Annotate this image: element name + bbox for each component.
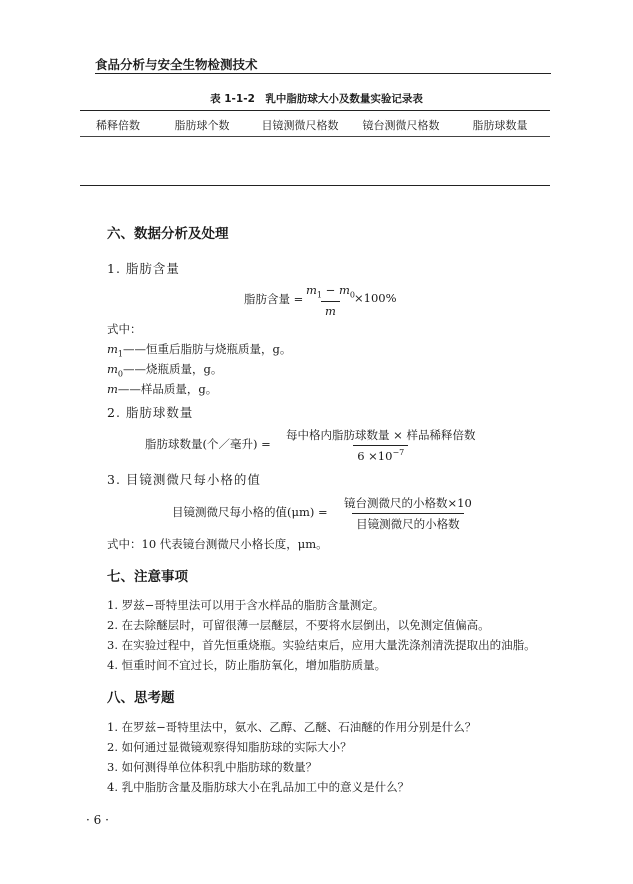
running-header: 食品分析与安全生物检测技术 xyxy=(95,57,258,72)
definition-m1: $m_1——$恒重后脂肪与烧瓶质量，g。 xyxy=(107,342,292,359)
note-item: 4. 恒重时间不宜过长，防止脂肪氧化，增加脂肪质量。 xyxy=(107,658,387,672)
table-header-ocular-divisions: 目镜测微尺格数 xyxy=(261,119,339,132)
definition-m0: $m_0——$烧瓶质量，g。 xyxy=(107,362,223,379)
ocular-value-heading: 3. 目镜测微尺每小格的值 xyxy=(107,472,261,487)
fat-formula-numerator: $m_1 - m_0$ xyxy=(306,283,355,300)
count-formula-lhs: 脂肪球数量(个／毫升) = xyxy=(145,437,271,451)
fat-formula-lhs: 脂肪含量 = xyxy=(244,292,304,306)
table-bottom-rule xyxy=(80,185,550,186)
question-item: 2. 如何通过显微镜观察得知脂肪球的实际大小？ xyxy=(107,740,352,754)
definition-m: m——样品质量，g。 xyxy=(107,382,218,396)
table-header-rule xyxy=(80,136,550,137)
section-8-title: 八、思考题 xyxy=(107,690,175,706)
fat-content-heading: 1. 脂肪含量 xyxy=(107,261,180,276)
fat-formula-percent: ×100% xyxy=(354,291,397,305)
question-item: 3. 如何测得单位体积乳中脂肪球的数量？ xyxy=(107,760,318,774)
where-label: 式中： xyxy=(107,322,142,336)
question-item: 1. 在罗兹−哥特里法中，氨水、乙醇、乙醚、石油醚的作用分别是什么？ xyxy=(107,720,477,734)
question-item: 4. 乳中脂肪含量及脂肪球大小在乳品加工中的意义是什么？ xyxy=(107,780,410,794)
ocular-formula-fraction xyxy=(340,495,476,532)
header-rule xyxy=(95,73,551,74)
table-header-fat-count: 脂肪球个数 xyxy=(174,119,230,132)
ocular-formula-lhs: 目镜测微尺每小格的值(μm) = xyxy=(172,505,328,519)
count-formula-fraction xyxy=(282,427,479,463)
ocular-formula-denominator: 目镜测微尺的小格数 xyxy=(352,513,464,532)
note-item: 1. 罗兹−哥特里法可以用于含水样品的脂肪含量测定。 xyxy=(107,598,385,612)
page-number: · 6 · xyxy=(86,813,109,827)
section-7-title: 七、注意事项 xyxy=(107,569,188,585)
fat-globule-count-heading: 2. 脂肪球数量 xyxy=(107,405,194,420)
table-top-rule xyxy=(80,110,550,111)
ocular-note: 式中：10 代表镜台测微尺小格长度，μm。 xyxy=(107,537,328,551)
section-6-title: 六、数据分析及处理 xyxy=(107,226,229,242)
count-formula-numerator: 每中格内脂肪球数量 × 样品稀释倍数 xyxy=(286,428,476,442)
table-header-fat-quantity: 脂肪球数量 xyxy=(472,119,528,132)
table-header-dilution: 稀释倍数 xyxy=(96,119,140,132)
fat-formula-denominator: m xyxy=(321,301,340,318)
note-item: 2. 在去除醚层时，可留很薄一层醚层，不要将水层倒出，以免测定值偏高。 xyxy=(107,618,490,632)
count-formula-denominator: $6 \times 10^{-7}$ xyxy=(353,445,408,463)
ocular-formula-numerator: 镜台测微尺的小格数×10 xyxy=(344,496,472,510)
note-item: 3. 在实验过程中，首先恒重烧瓶。实验结束后，应用大量洗涤剂清洗提取出的油脂。 xyxy=(107,638,536,652)
table-header-stage-divisions: 镜台测微尺格数 xyxy=(362,119,440,132)
fat-formula-fraction xyxy=(302,283,359,318)
table-caption: 表 1-1-2 乳中脂肪球大小及数量实验记录表 xyxy=(210,93,423,105)
